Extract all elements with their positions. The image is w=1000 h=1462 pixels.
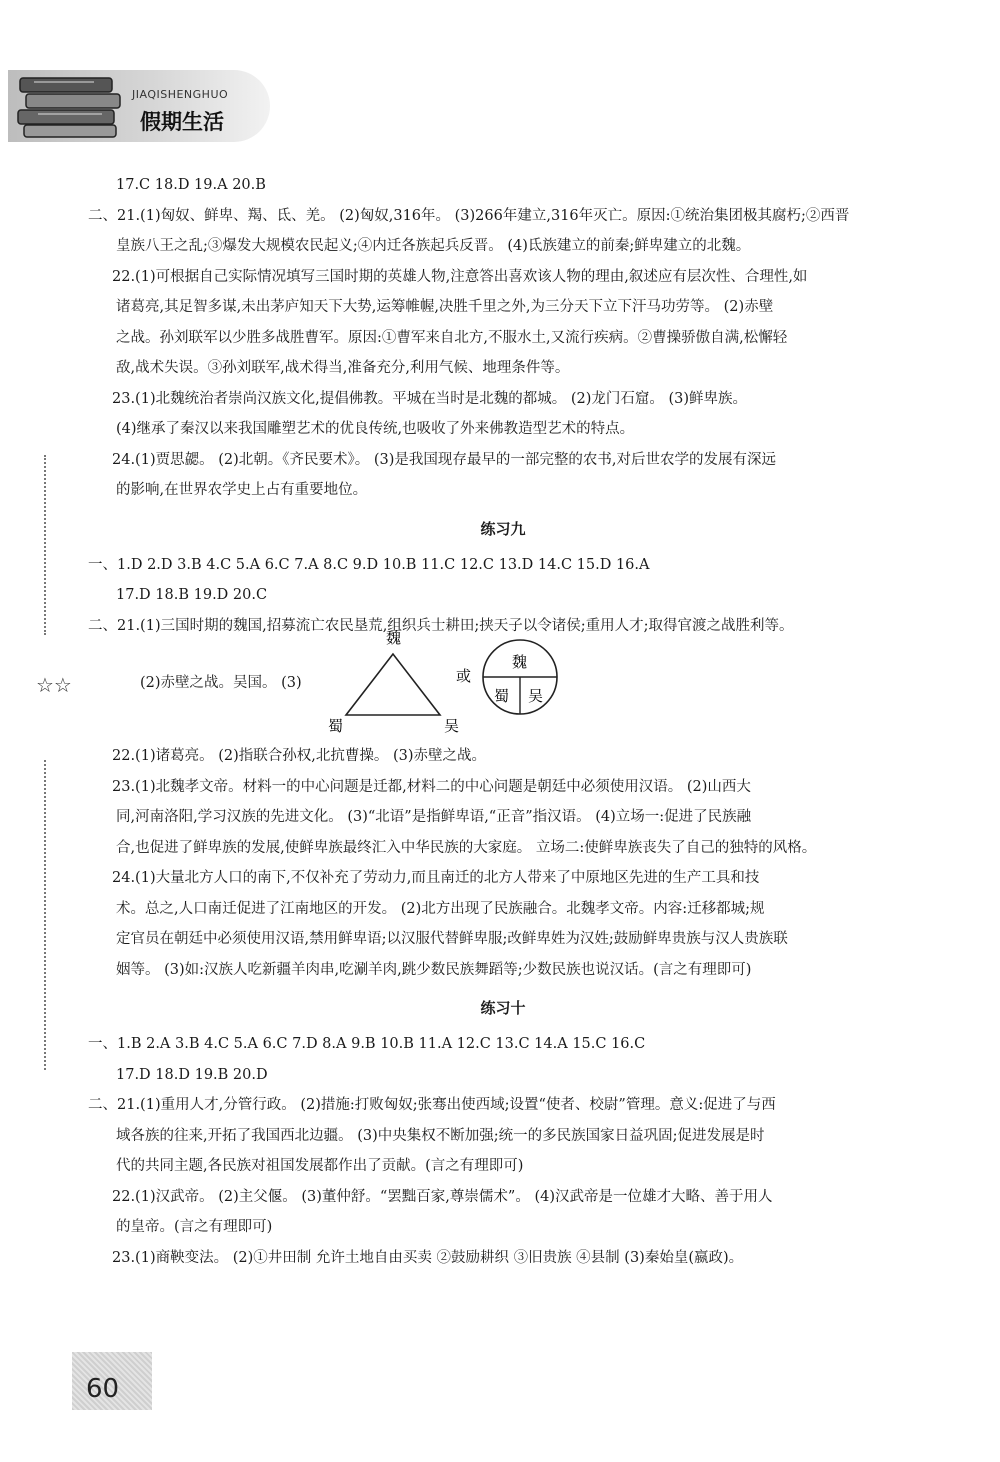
answer-line: 23.(1)北魏孝文帝。材料一的中心问题是迁都,材料二的中心问题是朝廷中必须使用汉语。 (2)山西大	[112, 778, 751, 795]
answer-line: 二、21.(1)三国时期的魏国,招募流亡农民垦荒,组织兵士耕田;挟天子以令诸侯;重用人才;取得官渡之战胜利等。	[88, 617, 794, 634]
answer-line: 23.(1)北魏统治者崇尚汉族文化,提倡佛教。平城在当时是北魏的都城。 (2)龙门石窟。 (3)鲜卑族。	[112, 390, 748, 407]
answer-line: 17.C 18.D 19.A 20.B	[116, 177, 266, 193]
answer-line: 22.(1)可根据自己实际情况填写三国时期的英雄人物,注意答出喜欢该人物的理由,叙述应有层次性、合理性,如	[112, 268, 808, 285]
answer-line: 二、21.(1)匈奴、鲜卑、羯、氐、羌。 (2)匈奴,316年。 (3)266年建立,316年灭亡。原因:①统治集团极其腐朽;②西晋	[88, 207, 850, 224]
answer-line: 17.D 18.B 19.D 20.C	[116, 587, 268, 603]
answer-line: 23.(1)商鞅变法。 (2)①井田制 允许土地自由买卖 ②鼓励耕织 ③旧贵族 ④县制 (3)秦始皇(嬴政)。	[112, 1249, 744, 1266]
answer-content	[88, 170, 918, 1273]
section-title-9: 练习九	[480, 519, 526, 538]
answer-line: 二、21.(1)重用人才,分管行政。 (2)措施:打败匈奴;张骞出使西域;设置“使者、校尉”管理。意义:促进了与西	[88, 1097, 776, 1113]
answer-line: 域各族的往来,开拓了我国西北边疆。 (3)中央集权不断加强;统一的多民族国家日益巩固;促进发展是时	[116, 1127, 765, 1144]
answer-line: 合,也促进了鲜卑族的发展,使鲜卑族最终汇入中华民族的大家庭。 立场二:使鲜卑族丧失了自己的独特的风格。	[116, 839, 817, 856]
answer-line: 术。总之,人口南迁促进了江南地区的开发。 (2)北方出现了民族融合。北魏孝文帝。内容:迁移都城;规	[116, 900, 765, 917]
answer-line: 22.(1)诸葛亮。 (2)指联合孙权,北抗曹操。 (3)赤壁之战。	[112, 748, 487, 764]
triangle-shape	[346, 654, 440, 715]
margin-dotted-line-bottom	[44, 760, 46, 1070]
circle-label-shu: 蜀	[494, 687, 510, 705]
answer-line: 敌,战术失误。③孙刘联军,战术得当,准备充分,利用气候、地理条件等。	[116, 360, 570, 376]
page-number: 60	[86, 1374, 120, 1404]
answer-line: 皇族八王之乱;③爆发大规模农民起义;④内迁各族起兵反晋。 (4)氐族建立的前秦;鲜卑建立的北魏。	[116, 238, 751, 254]
section-title-10: 练习十	[480, 999, 526, 1017]
book-stack-icon	[14, 72, 126, 140]
answer-line: 的皇帝。(言之有理即可)	[116, 1219, 273, 1235]
answer-line: 同,河南洛阳,学习汉族的先进文化。 (3)“北语”是指鲜卑语,“正音”指汉语。 (4)立场一:促进了民族融	[116, 809, 752, 825]
three-kingdoms-diagram-row	[88, 629, 918, 741]
label-wei: 魏	[386, 629, 402, 647]
answer-line: 定官员在朝廷中必须使用汉语,禁用鲜卑语;以汉服代替鲜卑服;改鲜卑姓为汉姓;鼓励鲜卑贵族与汉人贵族联	[116, 931, 788, 947]
answer-line: 诸葛亮,其足智多谋,未出茅庐知天下大势,运筹帷幄,决胜千里之外,为三分天下立下汗马功劳等。 (2)赤壁	[116, 299, 774, 315]
margin-dotted-line-top	[44, 455, 46, 635]
answer-line: (4)继承了秦汉以来我国雕塑艺术的优良传统,也吸收了外来佛教造型艺术的特点。	[116, 421, 635, 437]
header-title: 假期生活	[140, 110, 224, 134]
answer-line: 之战。孙刘联军以少胜多战胜曹军。原因:①曹军来自北方,不服水土,又流行疾病。②曹操骄傲自满,松懈轻	[116, 329, 788, 346]
answer-line: 代的共同主题,各民族对祖国发展都作出了贡献。(言之有理即可)	[116, 1158, 524, 1174]
label-shu: 蜀	[328, 717, 344, 735]
header-pinyin: JIAQISHENGHUO	[132, 88, 229, 101]
label-or: 或	[456, 667, 472, 685]
answer-line: 24.(1)大量北方人口的南下,不仅补充了劳动力,而且南迁的北方人带来了中原地区先进的生产工具和技	[112, 870, 760, 886]
three-kingdoms-diagram	[288, 619, 688, 739]
diagram-caption: (2)赤壁之战。吴国。 (3)	[140, 675, 302, 691]
answer-line: 17.D 18.D 19.B 20.D	[116, 1066, 268, 1083]
answer-line: 的影响,在世界农学史上占有重要地位。	[116, 482, 368, 498]
answer-line: 一、1.D 2.D 3.B 4.C 5.A 6.C 7.A 8.C 9.D 10.B 11.C 12.C 13.D 14.C 15.D 16.A	[88, 556, 650, 573]
label-wu: 吴	[444, 717, 460, 735]
answer-line: 22.(1)汉武帝。 (2)主父偃。 (3)董仲舒。“罢黜百家,尊崇儒术”。 (4)汉武帝是一位雄才大略、善于用人	[112, 1188, 773, 1205]
margin-stars-icon: ☆☆	[36, 673, 72, 697]
answer-line: 姻等。 (3)如:汉族人吃新疆羊肉串,吃涮羊肉,跳少数民族舞蹈等;少数民族也说汉话。(言之有理即可)	[116, 961, 752, 978]
circle-label-wu: 吴	[528, 687, 544, 705]
circle-label-wei: 魏	[512, 653, 528, 671]
answer-line: 一、1.B 2.A 3.B 4.C 5.A 6.C 7.D 8.A 9.B 10.B 11.A 12.C 13.C 14.A 15.C 16.C	[88, 1036, 646, 1052]
answer-line: 24.(1)贾思勰。 (2)北朝。《齐民要术》。 (3)是我国现存最早的一部完整的农书,对后世农学的发展有深远	[112, 451, 777, 468]
